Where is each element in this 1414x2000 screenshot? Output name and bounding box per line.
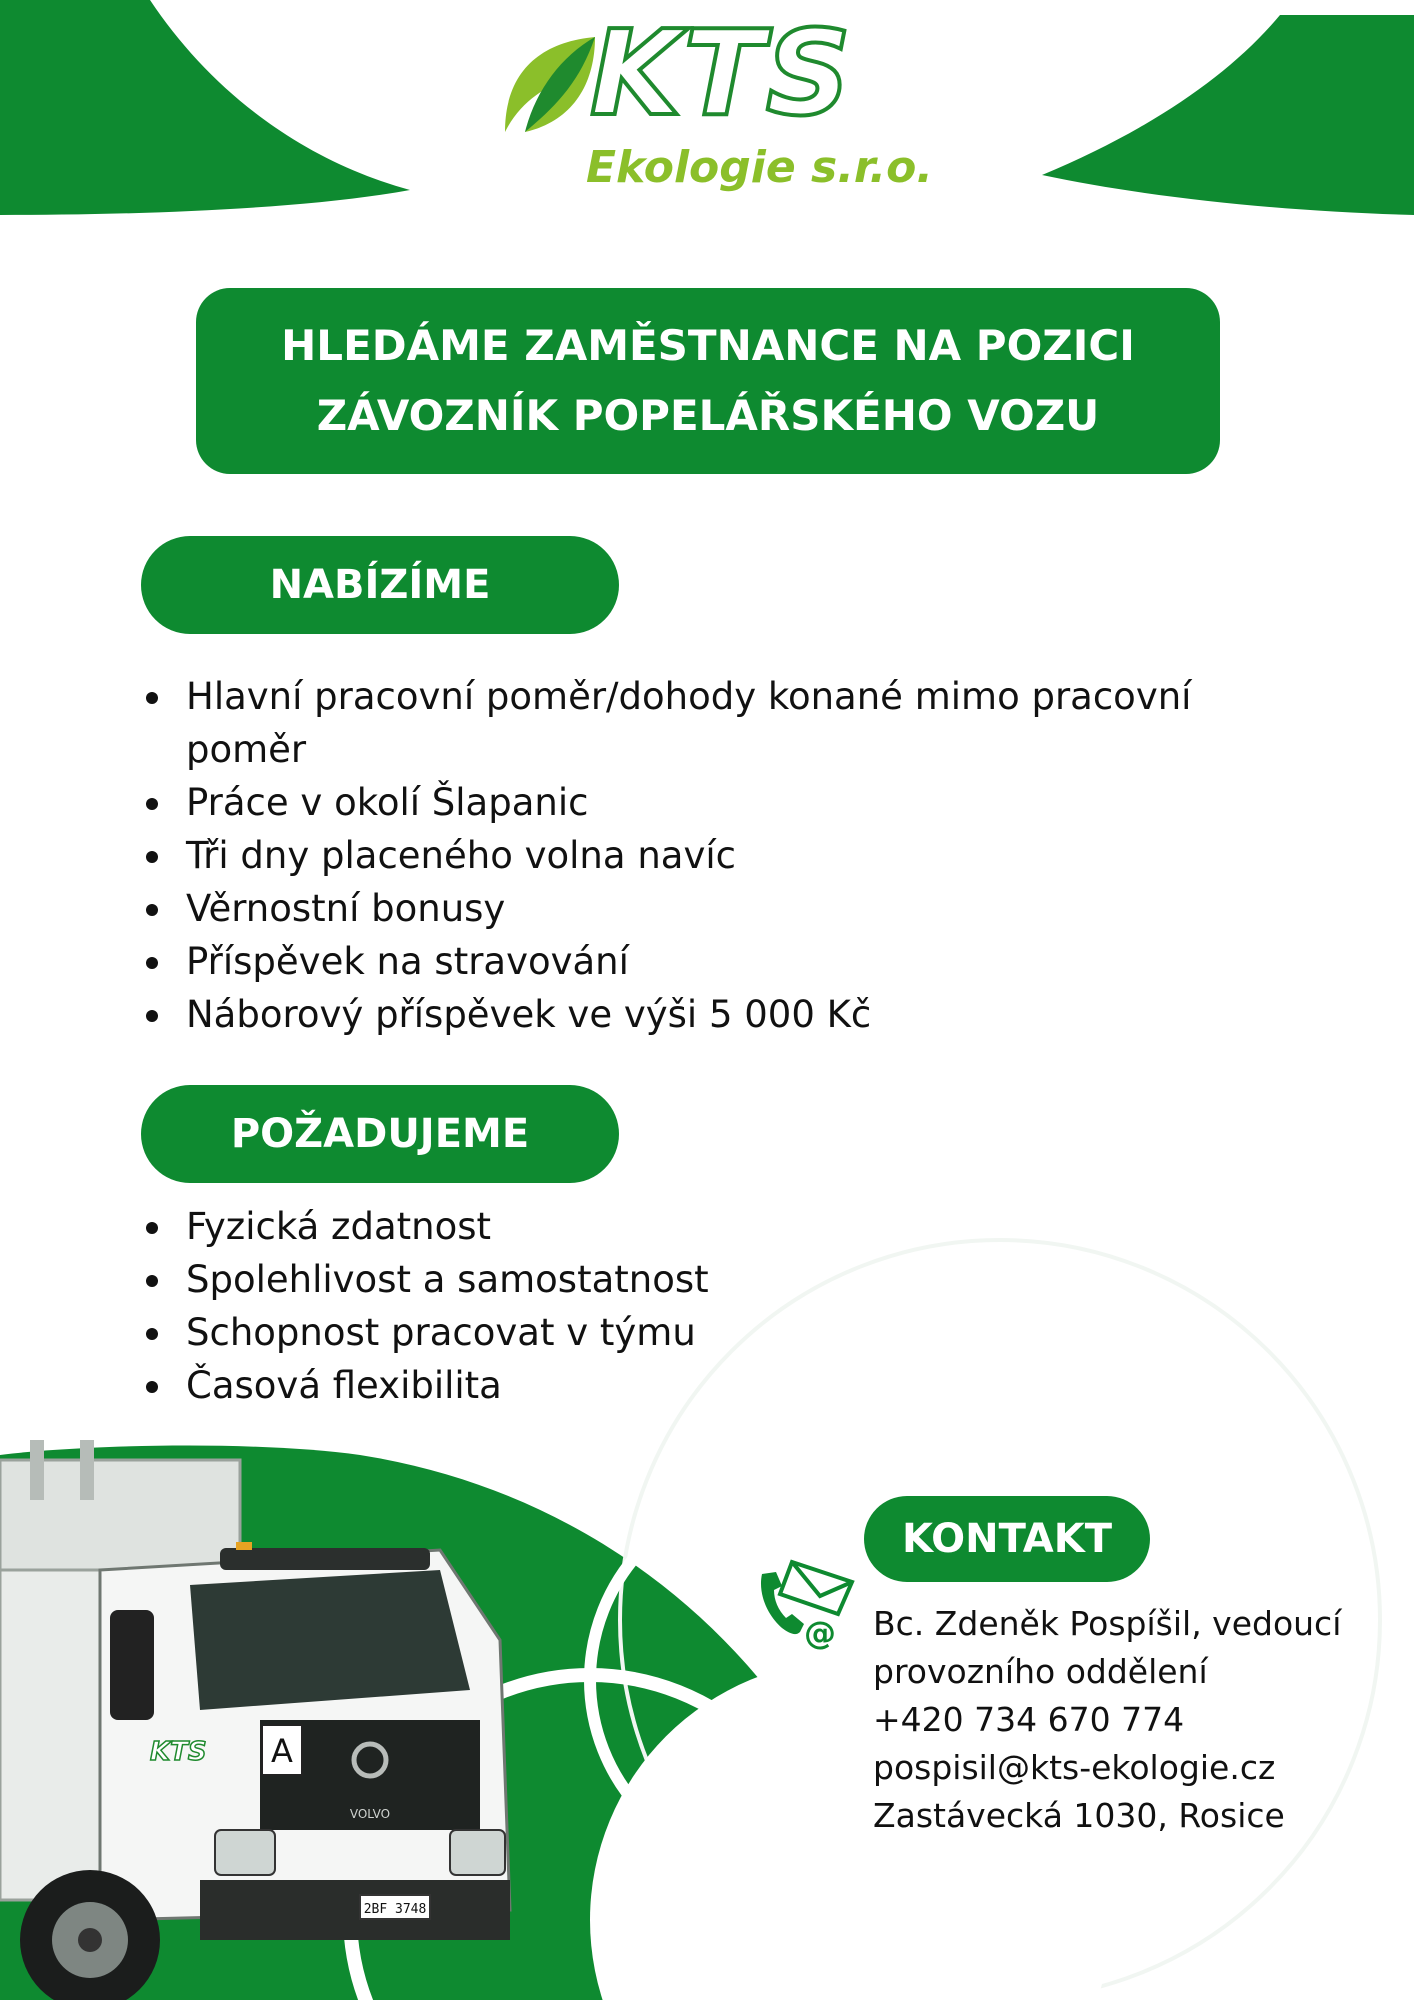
top-left-swoosh [0, 0, 410, 215]
requirements-section-title: POŽADUJEME [141, 1085, 619, 1183]
contact-section-title: KONTAKT [864, 1496, 1150, 1582]
at-icon: @ [804, 1614, 836, 1652]
truck-front-letter: A [271, 1732, 293, 1770]
list-item: Náborový příspěvek ve výši 5 000 Kč [140, 988, 1320, 1041]
truck-bumper [200, 1880, 510, 1940]
contact-phone[interactable]: +420 734 670 774 [873, 1700, 1185, 1739]
company-logo [500, 4, 934, 204]
list-item: Práce v okolí Šlapanic [140, 776, 1320, 829]
truck-headlight [215, 1830, 275, 1875]
requirements-list [140, 1200, 1140, 1412]
list-item: Hlavní pracovní poměr/dohody konané mimo pracovní poměr [140, 670, 1320, 776]
headline-banner [196, 288, 1220, 474]
offer-list [140, 670, 1320, 1041]
contact-name-line-1: Bc. Zdeněk Pospíšil, vedoucí [873, 1604, 1342, 1643]
contact-name-line-2: provozního oddělení [873, 1652, 1208, 1691]
truck-windshield [190, 1570, 470, 1710]
contact-address: Zastávecká 1030, Rosice [873, 1796, 1285, 1835]
headline-line-2: ZÁVOZNÍK POPELÁŘSKÉHO VOZU [316, 391, 1100, 440]
list-item: Spolehlivost a samostatnost [140, 1253, 1140, 1306]
phone-email-icon [752, 1552, 862, 1652]
truck-plate-number: 2BF 3748 [363, 1902, 427, 1917]
list-item: Časová flexibilita [140, 1359, 1140, 1412]
top-right-swoosh [1042, 15, 1414, 215]
offer-section-title: NABÍZÍME [141, 536, 619, 634]
list-item: Schopnost pracovat v týmu [140, 1306, 1140, 1359]
truck-headlight [450, 1830, 505, 1875]
contact-details [873, 1600, 1393, 1840]
list-item: Věrnostní bonusy [140, 882, 1320, 935]
logo-brand: KTS [590, 4, 853, 142]
leaf-icon [500, 32, 600, 142]
truck-cab-brand: VOLVO [349, 1807, 391, 1821]
truck-mirror [110, 1610, 154, 1720]
envelope-icon [780, 1562, 852, 1614]
truck-side-logo: KTS [150, 1737, 207, 1767]
list-item: Příspěvek na stravování [140, 935, 1320, 988]
garbage-truck-image [0, 1440, 540, 2000]
headline-line-1: HLEDÁME ZAMĚSTNANCE NA POZICI [281, 321, 1135, 370]
contact-email[interactable]: pospisil@kts-ekologie.cz [873, 1748, 1276, 1787]
list-item: Fyzická zdatnost [140, 1200, 1140, 1253]
logo-subtitle: Ekologie s.r.o. [586, 142, 934, 193]
list-item: Tři dny placeného volna navíc [140, 829, 1320, 882]
